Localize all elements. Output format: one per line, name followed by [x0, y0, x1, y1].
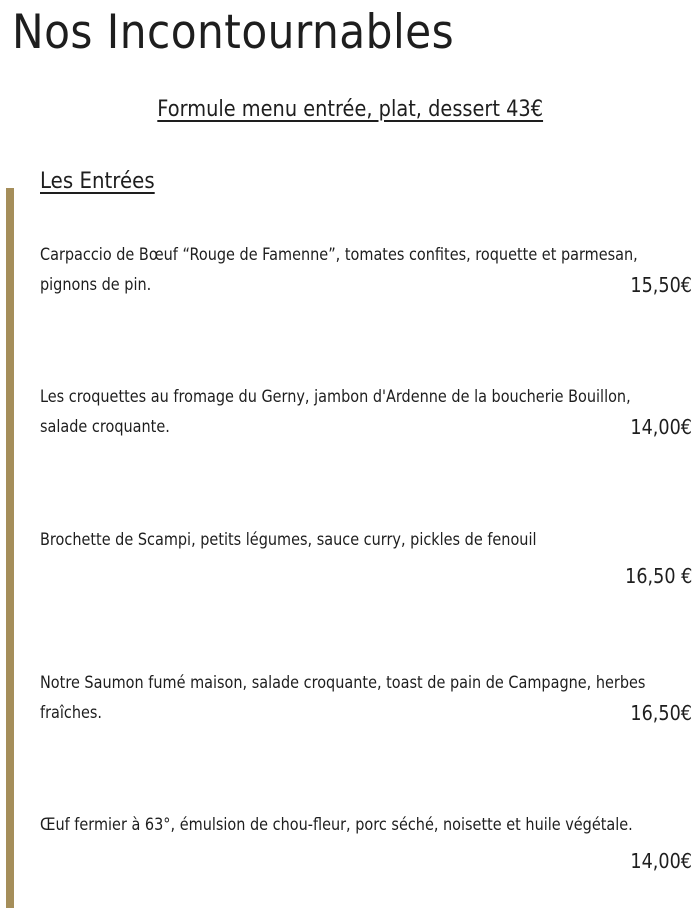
dish-description: Carpaccio de Bœuf “Rouge de Famenne”, tomates confites, roquette et parmesan, pignons de pin.	[40, 245, 638, 295]
section-title-entrees: Les Entrées	[40, 169, 155, 194]
dish-price: 15,50€	[630, 273, 692, 297]
dish-price-box	[40, 561, 692, 591]
dish-item	[40, 382, 692, 442]
dish-item	[40, 810, 692, 876]
page-title: Nos Incontournables	[12, 5, 455, 60]
dish-item	[40, 525, 692, 591]
dish-price: 14,00€	[630, 849, 692, 873]
menu-formula-text: Formule menu entrée, plat, dessert 43€	[157, 97, 543, 122]
dish-price: 14,00€	[630, 415, 692, 439]
dish-item	[40, 668, 692, 728]
dish-description: Notre Saumon fumé maison, salade croquante, toast de pain de Campagne, herbes fraîches.	[40, 673, 646, 723]
dish-item	[40, 240, 692, 300]
dish-description: Brochette de Scampi, petits légumes, sauce curry, pickles de fenouil	[40, 530, 537, 550]
menu-formula	[0, 96, 700, 125]
dish-price-box	[40, 846, 692, 876]
dish-price: 16,50 €	[624, 564, 692, 588]
dish-description: Œuf fermier à 63°, émulsion de chou-fleur, porc séché, noisette et huile végétale.	[40, 815, 633, 835]
decorative-side-bar	[6, 188, 14, 908]
dish-description: Les croquettes au fromage du Gerny, jambon d'Ardenne de la boucherie Bouillon, salade croquante.	[40, 387, 631, 437]
dish-price: 16,50€	[630, 701, 692, 725]
